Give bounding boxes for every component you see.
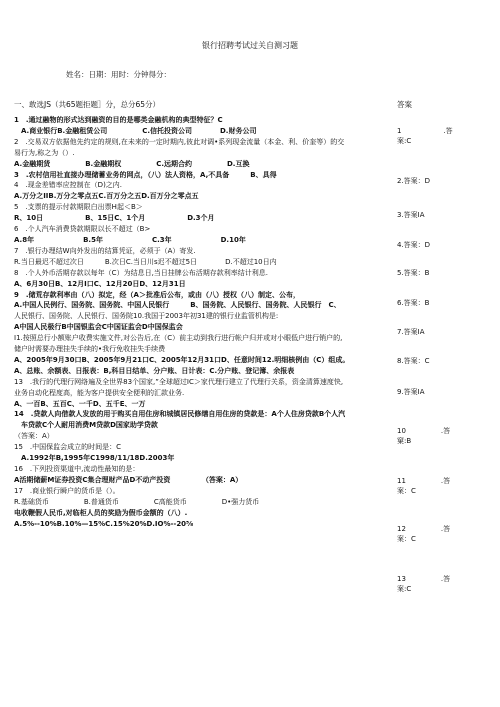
question-text-line: 15 .中国保监会成立的时间是：C (14, 443, 122, 452)
answer-value: 案:C (397, 137, 412, 145)
question-text-line: 6 .个人汽车消费贷款期限以长不超过（B> (14, 225, 151, 234)
question-text-line: A、一百B、五百C、一千D、五千E、一万 (14, 399, 146, 408)
question-text-line: 1 .通过融物的形式达到融资的目的是哪类金融机构的典型特征？C (14, 116, 223, 124)
answer-label: 3.答案IA (397, 211, 425, 219)
question-text-line: 电收鞭假人民币,对临柜人员的奖励为假币金额的（八）. (14, 508, 188, 517)
answer-entry (397, 176, 493, 186)
question-text-line: A.5%--10%B.10%—15%C.15%20%D.IO%--20⅝ (14, 519, 194, 528)
answer-entry (397, 126, 493, 146)
answer-label: 10 .答 (397, 427, 451, 435)
question-text-line: A活期储薪M证券投资C集合理财产品D不动产投资 （答案：A） (14, 475, 243, 484)
question-text-line: R.基础货币 B.普通货币 C高能货币 D•强力货币 (14, 497, 260, 506)
answer-value: 案：C (397, 487, 416, 495)
document-title: 银行招聘考试过关自测习题 (202, 41, 298, 50)
answer-entry (397, 574, 493, 594)
question-text-line: （答案：A） (14, 432, 54, 441)
question-text-line: 5 .支票的提示付款期限白出票H起＜B＞ (14, 203, 143, 212)
answer-entry (397, 356, 493, 366)
answer-entry (397, 298, 493, 308)
answer-label: 9.答案IA (397, 388, 425, 396)
question-text-line: 13 .我行的代理行网络遍及全世界83个国家,”全球超过IC＞家代理行建立了代理行关系，资金清算速度快, (14, 377, 344, 386)
answer-entry (397, 210, 493, 220)
answer-value: 案：C (397, 535, 416, 543)
answer-label: 7.答案IA (397, 328, 425, 336)
question-text-line: A中国人民极行B中国银监会C中国证监会D中国保监会 (14, 323, 183, 332)
question-text-line: 业务自动化程度高，能为客户提供安全便利的汇款业务. (14, 388, 185, 397)
question-text-line: R.当日最迟不超过次日 B.次日C.当日川s迟不超过5日 D.不超过10日内 (14, 257, 277, 266)
answer-column-heading: 答案 (397, 100, 412, 109)
question-text-line: A.商业银行B.金融租赁公司 C.信托投资公司 D.财务公司 (14, 126, 257, 135)
question-text-line: 7 .银行办理结W向外发出的结算凭证，必须于（A）寄发. (14, 246, 196, 255)
question-text-line: R、10日 B、15日C、1个月 D.3个月 (14, 214, 215, 223)
exam-info-line: 姓名：日期：用时：分钟得分： (66, 70, 171, 79)
question-text-line: 9 .储荒存款利率由（八）拟定，经（A＞批准后公布，或由（八）授权（八）制定、公布， (14, 290, 300, 299)
question-text-line: 储户时需要办理挂失手续的•我行免收挂失手续费 (14, 345, 166, 354)
question-text-line: 4 .现金差错率应控制在（D)之内. (14, 181, 123, 190)
answer-label: 13 .答 (397, 575, 451, 583)
question-text-line: 3 .农村信用社直接办理储蓄业务的网点，（八）法人资格，A,不具备 B、具得 (14, 170, 277, 179)
answer-label: 1 .答 (397, 127, 453, 135)
question-text-line: 8 .个人外币活期存款以每年（C）为结息日,当日挂牌公布活期存款利率结计利息. (14, 268, 269, 277)
question-text-line: 17 .商业银行瞬户的货币是（）。 (14, 486, 120, 495)
question-text-line: A、2005年9月30口B、2005年9月21口C、2005年12月31口D、任意时间12.明细核例由（C）组成。 (14, 355, 350, 364)
question-text-line: 人民银行、国务院、人民银行、国务院10.我国于2003年初31建的银行业监管机构是: (14, 312, 279, 321)
answer-value: 案:C (397, 585, 412, 593)
answer-entry (397, 426, 493, 446)
question-text-line: 易行为,称之为（）. (14, 148, 75, 157)
answer-label: 12 .答 (397, 525, 451, 533)
question-list (14, 115, 386, 529)
question-text-line: A、总账、余额表、日报表：B,科目日结单、分户账、日计表：C.分户账、登记簿、余报表 (14, 366, 295, 375)
question-text-line: 2 .交易双方依据他先约定的规则,在未来的一定时期内,彼此对调•系列现金流量（本金、利、价奎等）的交 (14, 137, 345, 146)
answer-entry (397, 268, 493, 278)
answer-label: 5.答案：B (397, 269, 430, 277)
question-text-line: A、6月30日B、12月I口C、12月20日D、12月31日 (14, 279, 186, 288)
question-text-line: A.万分之IIB.万分之零点五C.百万分之五D.百万分之零点五 (14, 192, 199, 201)
question-text-line: A.1992年B,1995年C1998/11/18D.2003年 (14, 454, 175, 463)
answer-label: 2.答案：D (397, 177, 431, 185)
answer-entry (397, 387, 493, 397)
answer-label: 11 .答 (397, 477, 451, 485)
section-heading: 一、敢选JS（共65题拒题］分，总分65分） (14, 100, 161, 109)
answer-entry (397, 240, 493, 250)
answer-value: 窠:B (397, 437, 412, 445)
answer-label: 8.答案：C (397, 357, 430, 365)
answer-label: 4.答案：D (397, 241, 431, 249)
question-text-line: I1.按照总行小额账户收费实施文件,对公告后,在（C）前主动到我行进行帐户归并或对小眼低户进行销户的, (14, 334, 343, 343)
question-text-line: 16 .下列投资渠道中,流动性最知的是： (14, 465, 140, 473)
answer-label: 6.答案：B (397, 299, 430, 307)
answer-entry (397, 476, 493, 496)
question-text-line: A.中国人民例行、国务院、国务院、中国人民银行 B、国务院、人民银行、国务院、人民银行 C、 (14, 301, 341, 310)
question-text-line: 车贷款C个人耐用消费M贷款D国家助学贷款 (14, 421, 158, 430)
question-text-line: A.金融期货 B.金融期权 C.远期合约 D.互换 (14, 159, 250, 168)
answer-entry (397, 327, 493, 337)
question-text-line: A.8年 B.5年 C.3年 D.10年 (14, 235, 246, 244)
question-text-line: 14 .贷款人向借款人发放的用于购买自用住房和城镇居民修缮自用住房的贷款是：A个人住房贷款B个人汽 (14, 410, 346, 419)
answer-entry (397, 524, 493, 544)
